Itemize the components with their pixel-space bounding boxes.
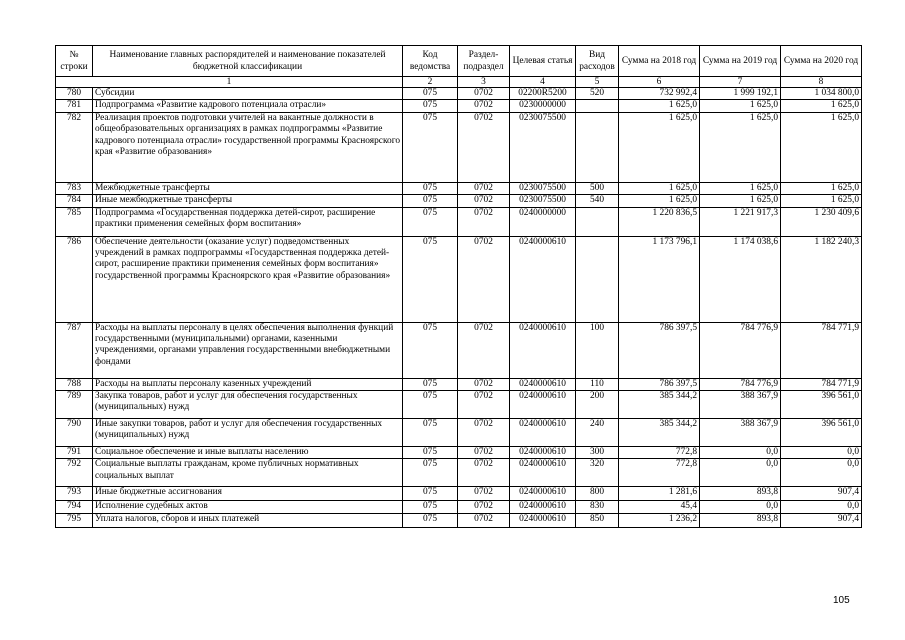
column-numbers-row (56, 77, 862, 88)
row-dept-code: 075 (403, 112, 458, 182)
row-sum-2019: 1 625,0 (700, 112, 781, 182)
column-number: 8 (781, 77, 862, 88)
row-target-code: 0240000610 (510, 419, 576, 447)
row-section: 0702 (458, 322, 510, 378)
row-name: Социальное обеспечение и иные выплаты населению (93, 447, 403, 459)
table-row (56, 501, 862, 513)
row-sum-2019: 1 625,0 (700, 100, 781, 112)
row-sum-2018: 732 992,4 (619, 88, 700, 100)
column-number: 6 (619, 77, 700, 88)
column-number: 2 (403, 77, 458, 88)
row-expense-type: 540 (576, 195, 619, 207)
row-dept-code: 075 (403, 487, 458, 501)
row-sum-2019: 388 367,9 (700, 391, 781, 419)
row-section: 0702 (458, 513, 510, 527)
row-number: 787 (56, 322, 93, 378)
row-number: 780 (56, 88, 93, 100)
table-row (56, 459, 862, 487)
row-name: Реализация проектов подготовки учителей на вакантные должности в общеобразовательных организациях в рамках подпрограммы «Развитие кадрового потенциала отрасли» государственной программы Красноярского края «Развитие образования» (93, 112, 403, 182)
row-target-code: 0240000610 (510, 459, 576, 487)
row-expense-type: 850 (576, 513, 619, 527)
row-dept-code: 075 (403, 207, 458, 236)
row-dept-code: 075 (403, 378, 458, 390)
row-sum-2020: 1 625,0 (781, 100, 862, 112)
row-sum-2019: 1 625,0 (700, 182, 781, 194)
row-section: 0702 (458, 236, 510, 322)
header-s2020: Сумма на 2020 год (781, 46, 862, 77)
row-dept-code: 075 (403, 182, 458, 194)
row-section: 0702 (458, 378, 510, 390)
row-target-code: 0230075500 (510, 195, 576, 207)
table-row (56, 100, 862, 112)
row-section: 0702 (458, 195, 510, 207)
row-dept-code: 075 (403, 419, 458, 447)
row-expense-type (576, 112, 619, 182)
row-section: 0702 (458, 501, 510, 513)
row-sum-2020: 907,4 (781, 513, 862, 527)
row-target-code: 0230000000 (510, 100, 576, 112)
row-sum-2018: 1 281,6 (619, 487, 700, 501)
budget-table (55, 45, 862, 528)
row-target-code: 0240000610 (510, 378, 576, 390)
row-section: 0702 (458, 459, 510, 487)
row-dept-code: 075 (403, 88, 458, 100)
row-sum-2018: 385 344,2 (619, 391, 700, 419)
row-number: 792 (56, 459, 93, 487)
column-number: 1 (56, 77, 403, 88)
header-exp: Вид расходов (576, 46, 619, 77)
row-number: 793 (56, 487, 93, 501)
row-section: 0702 (458, 447, 510, 459)
row-sum-2018: 45,4 (619, 501, 700, 513)
table-row (56, 378, 862, 390)
row-sum-2019: 784 776,9 (700, 322, 781, 378)
row-number: 783 (56, 182, 93, 194)
row-sum-2020: 396 561,0 (781, 391, 862, 419)
row-sum-2020: 1 625,0 (781, 195, 862, 207)
table-row (56, 195, 862, 207)
row-sum-2019: 0,0 (700, 447, 781, 459)
row-expense-type: 100 (576, 322, 619, 378)
row-target-code: 0230075500 (510, 112, 576, 182)
row-section: 0702 (458, 391, 510, 419)
table-body (56, 88, 862, 528)
row-sum-2020: 1 034 800,0 (781, 88, 862, 100)
header-num: № строки (56, 46, 93, 77)
row-sum-2019: 388 367,9 (700, 419, 781, 447)
row-sum-2019: 784 776,9 (700, 378, 781, 390)
row-sum-2019: 893,8 (700, 487, 781, 501)
row-number: 786 (56, 236, 93, 322)
row-dept-code: 075 (403, 322, 458, 378)
row-name: Расходы на выплаты персоналу казенных учреждений (93, 378, 403, 390)
row-name: Иные межбюджетные трансферты (93, 195, 403, 207)
row-name: Иные закупки товаров, работ и услуг для обеспечения государственных (муниципальных) нужд (93, 419, 403, 447)
table-row (56, 182, 862, 194)
row-section: 0702 (458, 112, 510, 182)
row-sum-2019: 1 625,0 (700, 195, 781, 207)
row-sum-2020: 396 561,0 (781, 419, 862, 447)
row-expense-type: 800 (576, 487, 619, 501)
row-expense-type (576, 207, 619, 236)
table-row (56, 447, 862, 459)
row-target-code: 0230075500 (510, 182, 576, 194)
row-sum-2018: 772,8 (619, 447, 700, 459)
table-row (56, 88, 862, 100)
row-sum-2020: 1 230 409,6 (781, 207, 862, 236)
row-name: Социальные выплаты гражданам, кроме публичных нормативных социальных выплат (93, 459, 403, 487)
table-row (56, 391, 862, 419)
row-sum-2018: 1 625,0 (619, 100, 700, 112)
row-expense-type (576, 236, 619, 322)
row-section: 0702 (458, 487, 510, 501)
row-target-code: 0240000000 (510, 207, 576, 236)
row-sum-2020: 0,0 (781, 501, 862, 513)
row-sum-2019: 1 999 192,1 (700, 88, 781, 100)
row-target-code: 0240000610 (510, 236, 576, 322)
row-dept-code: 075 (403, 459, 458, 487)
row-number: 794 (56, 501, 93, 513)
row-number: 784 (56, 195, 93, 207)
row-dept-code: 075 (403, 195, 458, 207)
row-sum-2019: 893,8 (700, 513, 781, 527)
table-row (56, 322, 862, 378)
row-sum-2019: 1 174 038,6 (700, 236, 781, 322)
row-name: Уплата налогов, сборов и иных платежей (93, 513, 403, 527)
row-dept-code: 075 (403, 501, 458, 513)
row-sum-2019: 0,0 (700, 459, 781, 487)
row-sum-2019: 1 221 917,3 (700, 207, 781, 236)
row-name: Исполнение судебных актов (93, 501, 403, 513)
row-expense-type: 830 (576, 501, 619, 513)
table-row (56, 207, 862, 236)
row-sum-2018: 1 220 836,5 (619, 207, 700, 236)
row-section: 0702 (458, 207, 510, 236)
row-dept-code: 075 (403, 513, 458, 527)
header-name: Наименование главных распорядителей и наименование показателей бюджетной классификации (93, 46, 403, 77)
row-number: 782 (56, 112, 93, 182)
row-target-code: 0240000610 (510, 487, 576, 501)
row-sum-2019: 0,0 (700, 501, 781, 513)
row-target-code: 0240000610 (510, 391, 576, 419)
row-number: 795 (56, 513, 93, 527)
row-expense-type: 110 (576, 378, 619, 390)
row-name: Межбюджетные трансферты (93, 182, 403, 194)
row-sum-2018: 1 625,0 (619, 112, 700, 182)
table-row (56, 419, 862, 447)
row-sum-2020: 0,0 (781, 447, 862, 459)
row-sum-2020: 784 771,9 (781, 378, 862, 390)
row-number: 791 (56, 447, 93, 459)
column-number: 3 (458, 77, 510, 88)
table-row (56, 112, 862, 182)
row-sum-2018: 1 625,0 (619, 182, 700, 194)
header-section: Раздел-подраздел (458, 46, 510, 77)
header-s2019: Сумма на 2019 год (700, 46, 781, 77)
row-section: 0702 (458, 88, 510, 100)
row-expense-type: 300 (576, 447, 619, 459)
row-name: Закупка товаров, работ и услуг для обеспечения государственных (муниципальных) нужд (93, 391, 403, 419)
row-dept-code: 075 (403, 447, 458, 459)
row-sum-2018: 786 397,5 (619, 378, 700, 390)
row-number: 789 (56, 391, 93, 419)
row-section: 0702 (458, 419, 510, 447)
row-dept-code: 075 (403, 100, 458, 112)
column-number: 4 (510, 77, 576, 88)
row-expense-type: 240 (576, 419, 619, 447)
row-section: 0702 (458, 100, 510, 112)
header-target: Целевая статья (510, 46, 576, 77)
row-target-code: 0240000610 (510, 447, 576, 459)
table-row (56, 236, 862, 322)
header-dept: Код ведомства (403, 46, 458, 77)
row-sum-2020: 1 182 240,3 (781, 236, 862, 322)
row-name: Обеспечение деятельности (оказание услуг) подведомственных учреждений в рамках подпрограммы «Государственная поддержка детей-сирот, расширение практики применения семейных форм воспитания» государственной программы Красноярского края «Развитие образования» (93, 236, 403, 322)
row-sum-2020: 1 625,0 (781, 182, 862, 194)
row-sum-2018: 1 236,2 (619, 513, 700, 527)
header-s2018: Сумма на 2018 год (619, 46, 700, 77)
row-target-code: 0240000610 (510, 501, 576, 513)
row-name: Иные бюджетные ассигнования (93, 487, 403, 501)
row-sum-2020: 0,0 (781, 459, 862, 487)
row-expense-type: 320 (576, 459, 619, 487)
row-expense-type: 520 (576, 88, 619, 100)
row-number: 790 (56, 419, 93, 447)
table-header (56, 46, 862, 88)
row-expense-type (576, 100, 619, 112)
row-name: Подпрограмма «Развитие кадрового потенциала отрасли» (93, 100, 403, 112)
row-name: Подпрограмма «Государственная поддержка детей-сирот, расширение практики применения семейных форм воспитания» (93, 207, 403, 236)
row-target-code: 0240000610 (510, 513, 576, 527)
row-number: 781 (56, 100, 93, 112)
row-name: Расходы на выплаты персоналу в целях обеспечения выполнения функций государственными (муниципальными) органами, казенными учреждениями, органами управления государственными внебюджетными фондами (93, 322, 403, 378)
row-sum-2020: 784 771,9 (781, 322, 862, 378)
row-name: Субсидии (93, 88, 403, 100)
row-target-code: 0240000610 (510, 322, 576, 378)
row-number: 785 (56, 207, 93, 236)
row-expense-type: 200 (576, 391, 619, 419)
row-section: 0702 (458, 182, 510, 194)
page-number: 105 (833, 595, 850, 606)
row-sum-2020: 1 625,0 (781, 112, 862, 182)
column-number: 5 (576, 77, 619, 88)
row-number: 788 (56, 378, 93, 390)
row-target-code: 02200R5200 (510, 88, 576, 100)
table-row (56, 513, 862, 527)
row-sum-2018: 786 397,5 (619, 322, 700, 378)
row-dept-code: 075 (403, 391, 458, 419)
table-row (56, 487, 862, 501)
row-expense-type: 500 (576, 182, 619, 194)
row-sum-2018: 772,8 (619, 459, 700, 487)
column-number: 7 (700, 77, 781, 88)
row-sum-2020: 907,4 (781, 487, 862, 501)
row-dept-code: 075 (403, 236, 458, 322)
row-sum-2018: 1 625,0 (619, 195, 700, 207)
row-sum-2018: 1 173 796,1 (619, 236, 700, 322)
row-sum-2018: 385 344,2 (619, 419, 700, 447)
